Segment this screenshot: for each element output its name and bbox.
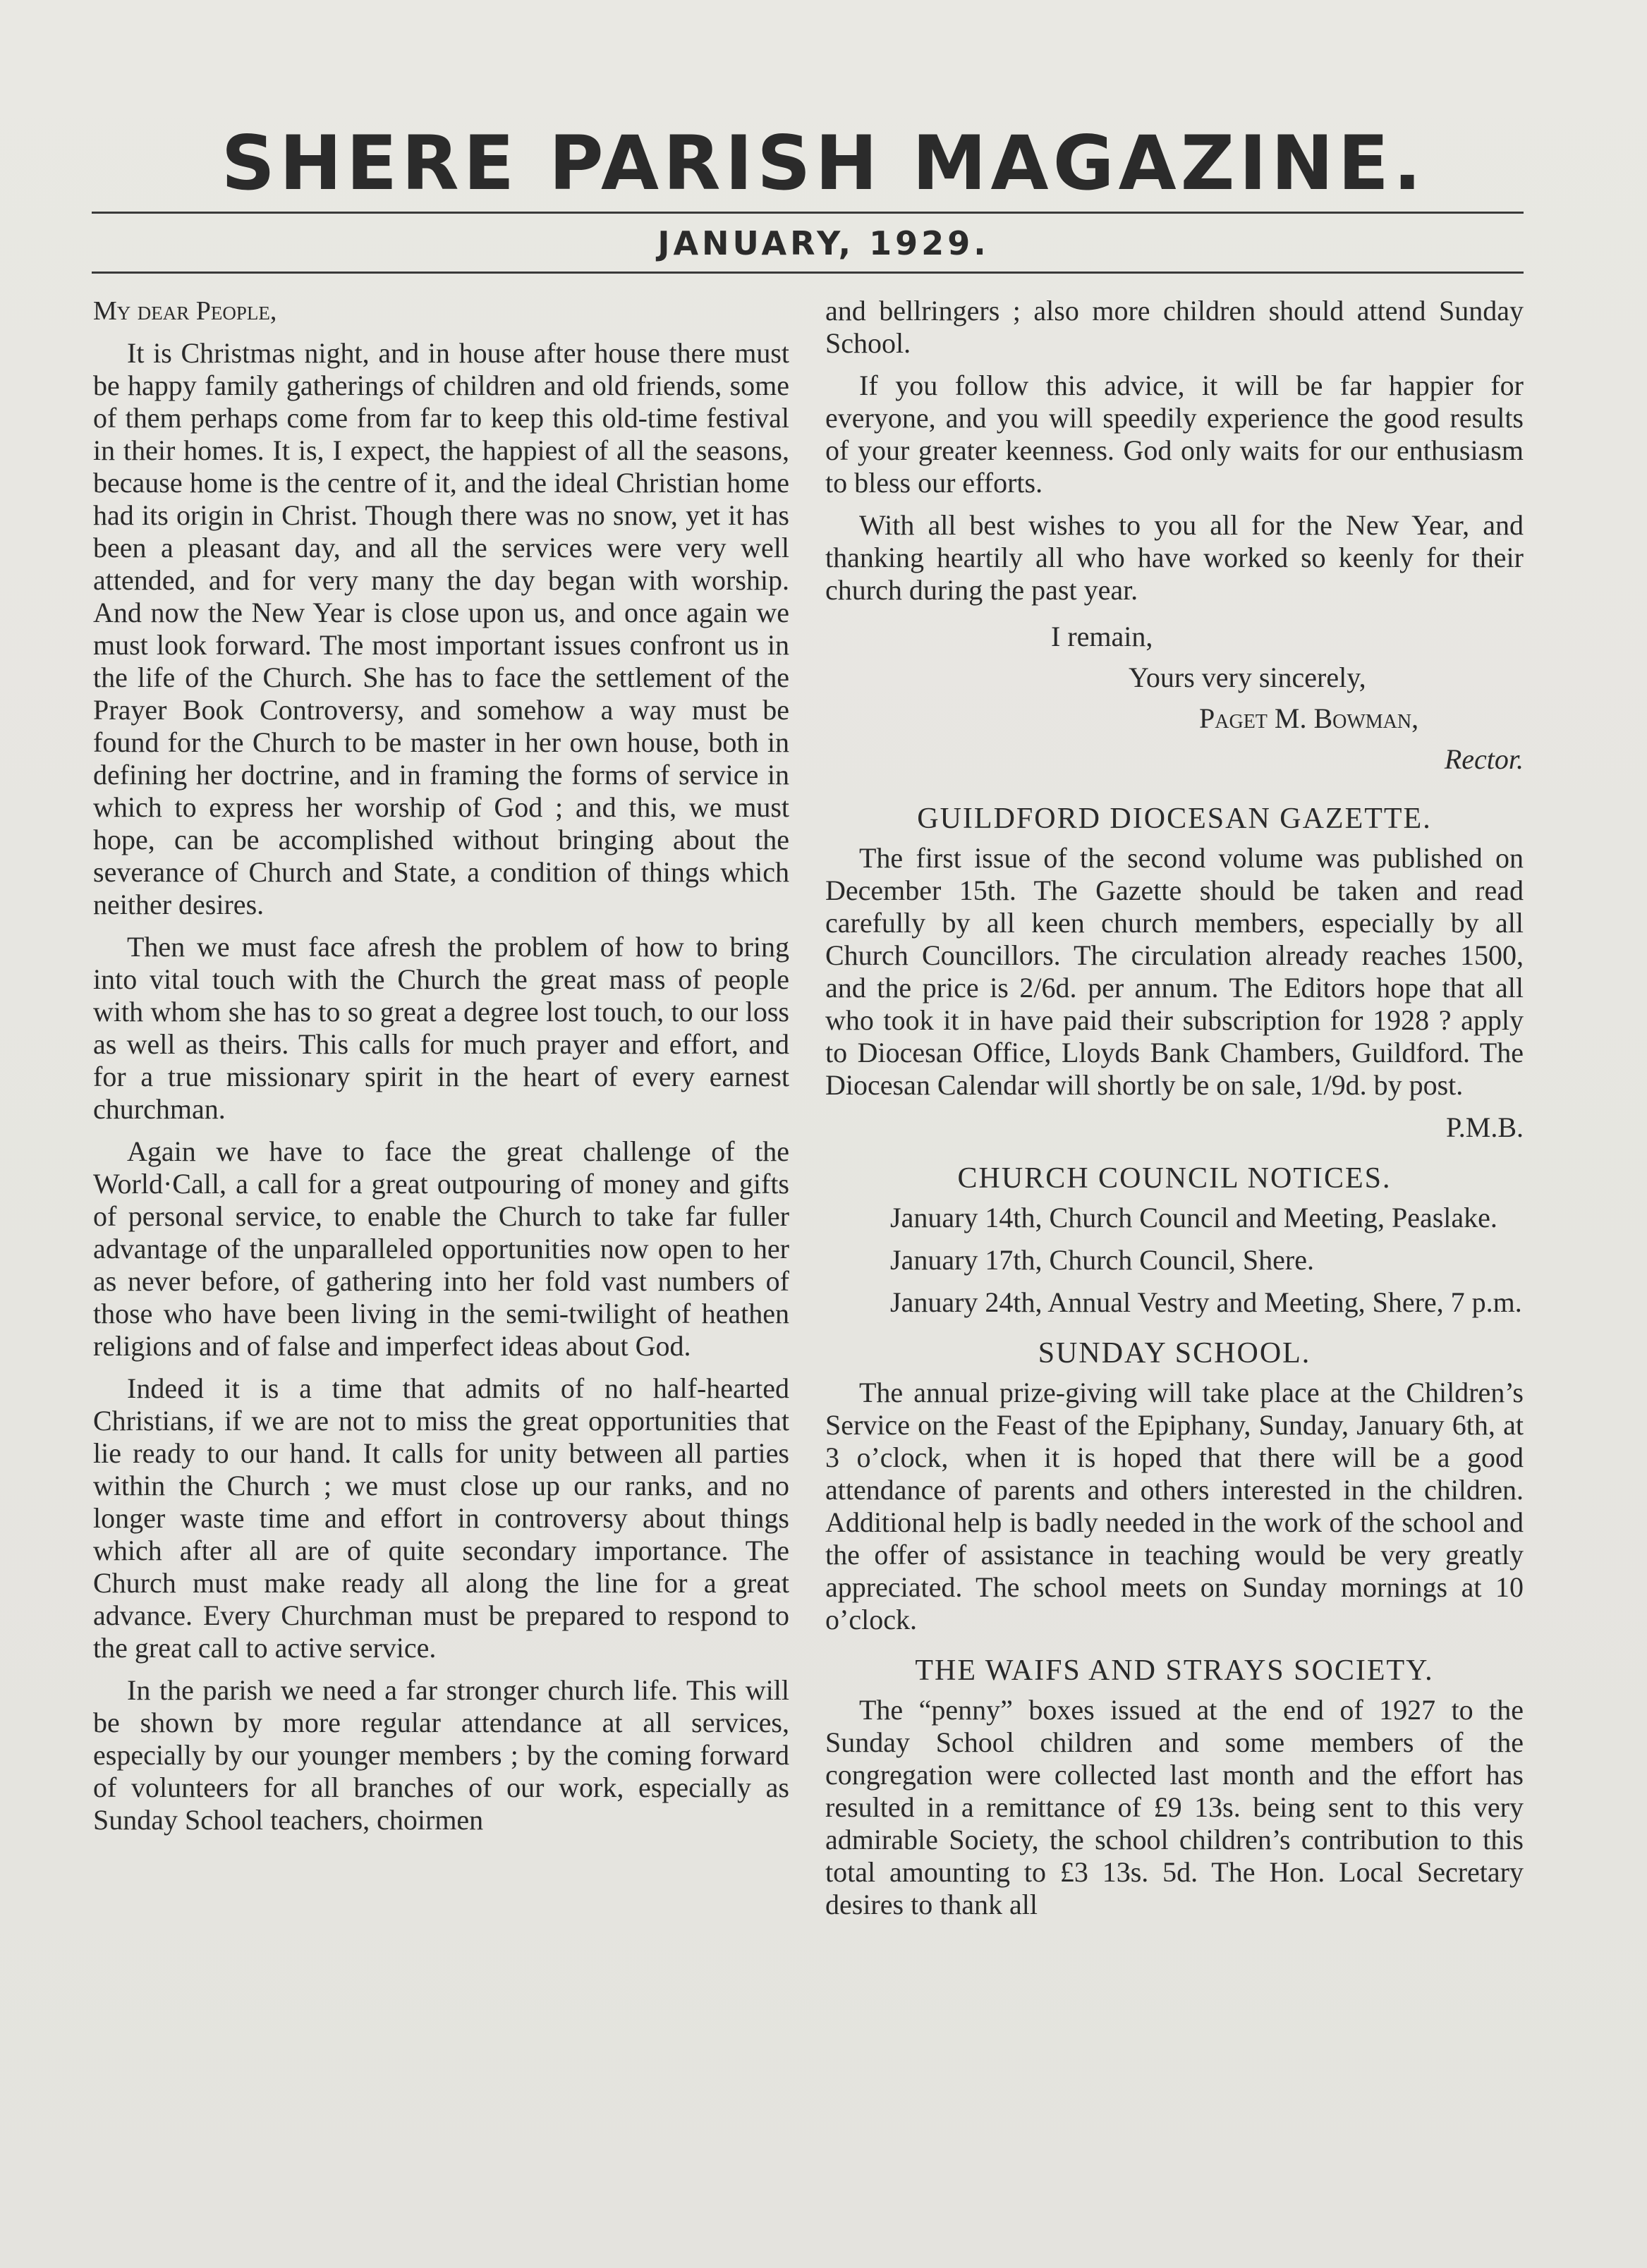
letter-paragraph: Then we must face afresh the problem of how to bring into vital touch with the Church the great mass of people with whom she has to so great a degree lost touch, to our loss as well as theirs. This calls for much prayer and effort, and for a true missionary spirit in the heart of every earnest churchman. bbox=[93, 931, 789, 1125]
letter-salutation: My dear People, bbox=[93, 296, 277, 326]
letter-paragraph: In the parish we need a far stronger church life. This will be shown by more regular attendance at all services, especially by our younger members ; by the coming forward of volunteers for all branches of our work, especially as Sunday School teachers, choirmen bbox=[93, 1674, 789, 1836]
waifs-body: The “penny” boxes issued at the end of 1927 to the Sunday School children and some members of the congregation were collected last month and the effort has resulted in a remittance of £9 13s. being sent to this very admirable Society, the school children’s contribution to this total amounting to £3 13s. 5d. The Hon. Local Secretary desires to thank all bbox=[825, 1694, 1524, 1920]
letter-paragraph: Again we have to face the great challenge of the World·Call, a call for a great outpouring of money and gifts of personal service, to enable the Church to take far fuller advantage of the unparalleled opportunities now open to her as never before, of gathering into her fold vast numbers of those who have been living in the semi-twilight of heathen religions and of false and imperfect ideas about God. bbox=[93, 1135, 789, 1362]
letter-signature: Paget M. Bowman, bbox=[1199, 702, 1419, 734]
letter-continuation: and bellringers ; also more children should attend Sunday School. bbox=[825, 295, 1524, 359]
letter-paragraph: With all best wishes to you all for the New Year, and thanking heartily all who have worked so keenly for their church during the past year. bbox=[825, 509, 1524, 606]
sunday-school-body: The annual prize-giving will take place at the Children’s Service on the Feast of the Epiphany, Sunday, January 6th, at 3 o’clock, when it is hoped that there will be a good attendance of parents and others interested in the children. Additional help is badly needed in the work of the school and the offer of assistance in teaching would be very greatly appreciated. The school meets on Sunday mornings at 10 o’clock. bbox=[825, 1377, 1524, 1635]
right-column bbox=[825, 295, 1524, 1931]
letter-signoff bbox=[825, 616, 1524, 780]
issue-date: JANUARY, 1929. bbox=[657, 224, 990, 262]
council-notice: January 14th, Church Council and Meeting, Peaslake. bbox=[890, 1202, 1497, 1233]
council-notice: January 17th, Church Council, Shere. bbox=[890, 1244, 1314, 1276]
letter-role: Rector. bbox=[1444, 743, 1524, 775]
top-rule bbox=[92, 212, 1524, 214]
waifs-heading: THE WAIFS AND STRAYS SOCIETY. bbox=[915, 1654, 1434, 1687]
letter-paragraph: Indeed it is a time that admits of no half-hearted Christians, if we are not to miss the great opportunities that lie ready to our hand. It calls for unity between all parties within the Church ; we must close up our ranks, and no longer waste time and effort in controversy about things which after all are of quite secondary importance. The Church must make ready all along the line for a great advance. Every Churchman must be prepared to respond to the great call to active service. bbox=[93, 1372, 789, 1664]
council-heading: CHURCH COUNCIL NOTICES. bbox=[957, 1162, 1392, 1195]
letter-valediction: Yours very sincerely, bbox=[1129, 662, 1366, 693]
letter-paragraph: It is Christmas night, and in house after house there must be happy family gatherings of children and old friends, some of them perhaps come from far to keep this old-time festival in their homes. It is, I expect, the happiest of all the seasons, because home is the centre of it, and the ideal Christian home had its origin in Christ. Though there was no snow, yet it has been a pleasant day, and all the services were very well attended, and for very many the day began with worship. And now the New Year is close upon us, and once again we must look forward. The most important issues confront us in the life of the Church. She has to face the settlement of the Prayer Book Controversy, and somehow a way must be found for the Church to be master in her own house, both in defining her doctrine, and in framing the forms of service in which to express her worship of God ; and this, we must hope, can be accomplished without bringing about the severance of Church and State, a condition of things which neither desires. bbox=[93, 337, 789, 920]
masthead-title: SHERE PARISH MAGAZINE. bbox=[221, 120, 1426, 207]
council-notice: January 24th, Annual Vestry and Meeting, Shere, 7 p.m. bbox=[890, 1286, 1522, 1318]
gazette-initials: P.M.B. bbox=[1445, 1111, 1524, 1143]
gazette-heading: GUILDFORD DIOCESAN GAZETTE. bbox=[917, 803, 1432, 835]
left-column bbox=[93, 295, 789, 1846]
letter-closing: I remain, bbox=[1051, 621, 1153, 652]
sunday-school-heading: SUNDAY SCHOOL. bbox=[1038, 1337, 1311, 1370]
gazette-body: The first issue of the second volume was published on December 15th. The Gazette should be taken and read carefully by all keen church members, especially by all Church Councillors. The circulation already reaches 1500, and the price is 2/6d. per annum. The Editors hope that all who took it in have paid their subscription for 1928 ? apply to Diocesan Office, Lloyds Bank Chambers, Guildford. The Diocesan Calendar will shortly be on sale, 1/9d. by post. bbox=[825, 842, 1524, 1101]
letter-paragraph: If you follow this advice, it will be far happier for everyone, and you will speedily experience the good results of your greater keenness. God only waits for our enthusiasm to bless our efforts. bbox=[825, 370, 1524, 499]
date-rule bbox=[92, 272, 1524, 274]
